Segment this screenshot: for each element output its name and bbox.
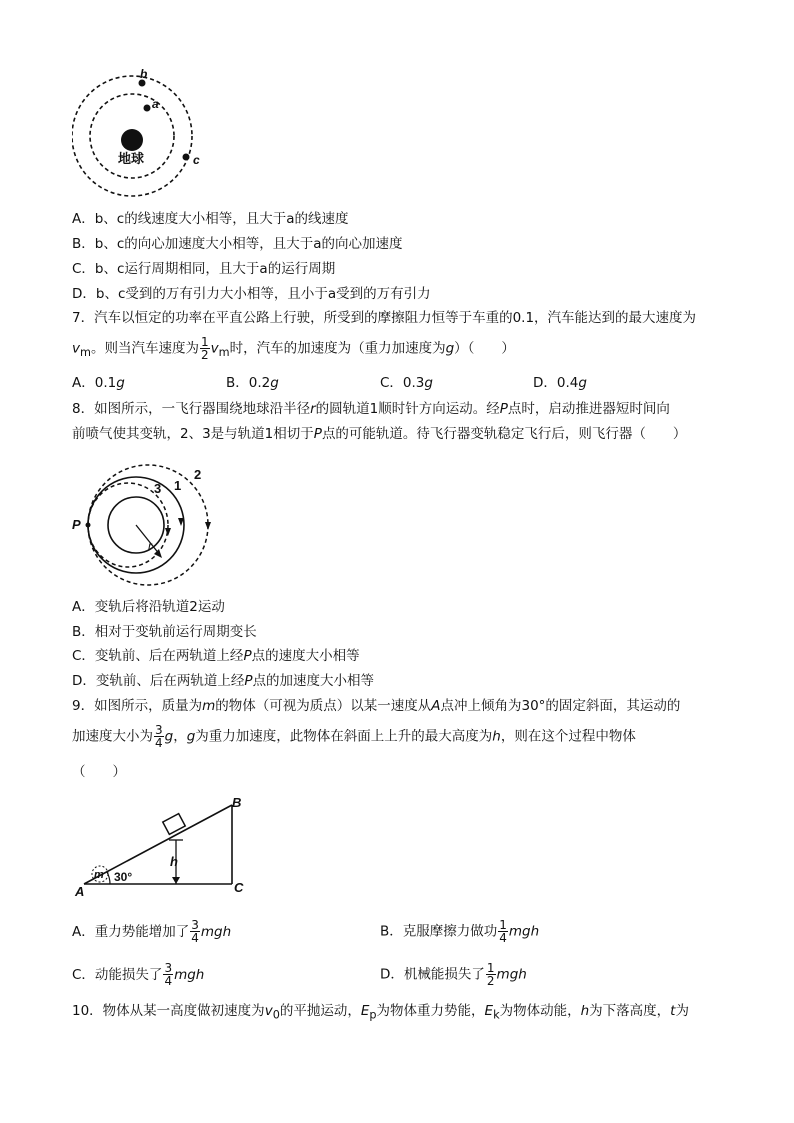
q8-option-a: A．变轨后将沿轨道2运动: [72, 599, 225, 615]
angle-label: 30°: [114, 870, 133, 884]
q8-stem-line1: 8．如图所示，一飞行器围绕地球沿半径r的圆轨道1顺时针方向运动。经P点时，启动推进器短时间向: [72, 401, 670, 417]
q8-option-b: B．相对于变轨前运行周期变长: [72, 624, 257, 640]
q9-option-d: D．机械能损失了 $\frac{1}{2}$ mgh: [380, 961, 527, 988]
label-c: c: [193, 153, 200, 167]
q9-stem-line2: 加速度大小为 $\frac{3}{4}$ g，g为重力加速度，此物体在斜面上上升的最大高度为h，则在这个过程中物体: [72, 723, 636, 750]
direction-arrow-3: [165, 528, 171, 536]
q6-option-b: B．b、c的向心加速度大小相等，且大于a的向心加速度: [72, 236, 403, 252]
q9-stem-line1: 9．如图所示，质量为m的物体（可视为质点）以某一速度从A点冲上倾角为30°的固定斜面，其运动的: [72, 698, 681, 714]
label-c: C: [234, 880, 244, 895]
mass-label: m: [94, 869, 104, 881]
satellite-c: [183, 154, 190, 161]
q8-option-c: C．变轨前、后在两轨道上经P点的速度大小相等: [72, 648, 360, 664]
q9-option-c: C．动能损失了 $\frac{3}{4}$ mgh: [72, 961, 205, 988]
angle-arc: [107, 872, 110, 884]
q7-option-b: B．0.2g: [226, 375, 279, 391]
fraction-three-quarters: $\frac{3}{4}$: [155, 723, 163, 750]
label-p: P: [72, 517, 81, 532]
height-label: h: [170, 854, 178, 869]
label-a: a: [152, 97, 159, 111]
orbit-transfer-figure: [70, 458, 220, 593]
q10-stem-line1: 10．物体从某一高度做初速度为$v_0$的平抛运动，$E_p$为物体重力势能，$E_k$为物体动能，h为下落高度，t为: [72, 1003, 689, 1022]
q7-stem-line2: $v_m$。则当汽车速度为 $\frac{1}{2}$ $v_m$时，汽车的加速度为（重力加速度为g）（ ）: [72, 335, 515, 362]
direction-arrow-2: [205, 522, 211, 530]
q8-stem-line2: 前喷气使其变轨，2、3是与轨道1相切于P点的可能轨道。待飞行器变轨稳定飞行后，则飞行器（ ）: [72, 426, 687, 442]
incline-figure: [72, 795, 257, 900]
q6-option-c: C．b、c运行周期相同，且大于a的运行周期: [72, 261, 336, 277]
q9-options-row1: [72, 918, 540, 945]
label-3: 3: [154, 481, 162, 496]
q7-options: [72, 374, 587, 392]
label-b: b: [140, 67, 148, 81]
q6-option-d: D．b、c受到的万有引力大小相等，且小于a受到的万有引力: [72, 286, 431, 302]
q7-option-a: A．0.1g: [72, 375, 125, 391]
point-p: [86, 523, 91, 528]
earth-label: 地球: [118, 151, 145, 166]
radius-arrow: [154, 549, 162, 558]
q7-option-c: C．0.3g: [380, 375, 433, 391]
q9-options-row2: [72, 961, 527, 988]
q7-option-d: D．0.4g: [533, 375, 587, 391]
q7-stem-line1: 7．汽车以恒定的功率在平直公路上行驶，所受到的摩擦阻力恒等于车重的0.1，汽车能达到的最大速度为: [72, 310, 697, 326]
label-a: A: [75, 884, 85, 899]
label-2: 2: [194, 467, 202, 482]
earth: [121, 129, 143, 151]
satellite-a: [144, 105, 151, 112]
label-1: 1: [174, 478, 182, 493]
q9-option-b: B．克服摩擦力做功 $\frac{1}{4}$ mgh: [380, 918, 540, 945]
q9-option-a: A．重力势能增加了 $\frac{3}{4}$ mgh: [72, 918, 232, 945]
orbit-2: [88, 465, 208, 585]
fraction-one-half: $\frac{1}{2}$: [200, 335, 209, 362]
radius-label: r: [148, 539, 152, 553]
q6-option-a: A．b、c的线速度大小相等，且大于a的线速度: [72, 211, 349, 227]
q9-stem-line3: （ ）: [72, 764, 126, 780]
direction-arrow-1: [178, 518, 184, 526]
q8-option-d: D．变轨前、后在两轨道上经P点的加速度大小相等: [72, 673, 375, 689]
incline-surface: [84, 805, 232, 884]
earth-orbit-figure: [72, 66, 222, 201]
height-arrow: [172, 877, 180, 884]
label-b: B: [232, 795, 242, 810]
